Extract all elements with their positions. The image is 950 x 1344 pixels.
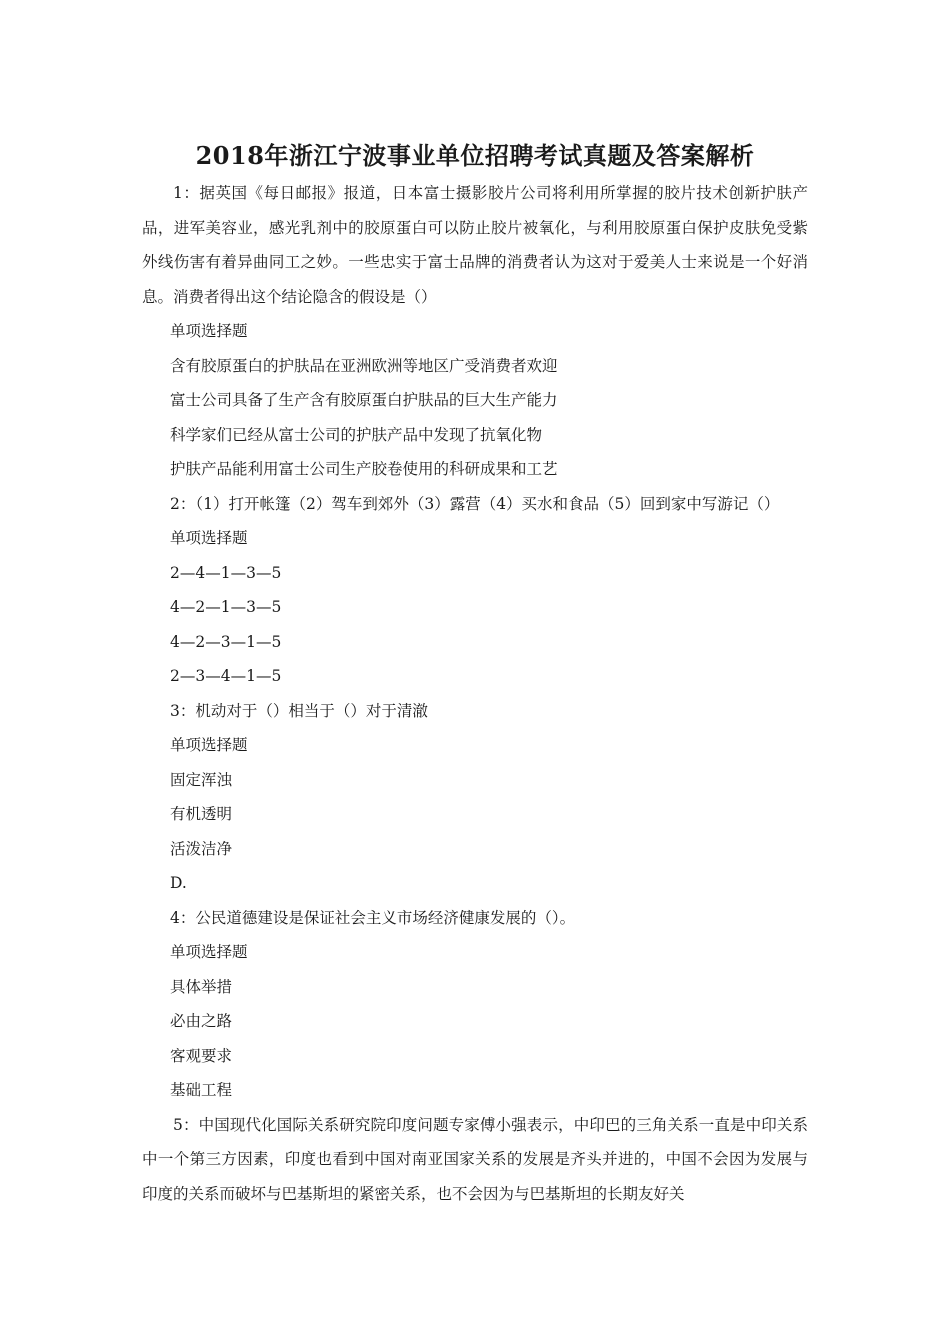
question-4-stem: 4：公民道德建设是保证社会主义市场经济健康发展的（）。 — [170, 908, 576, 927]
document-body — [142, 176, 808, 1211]
question-2-option-a: 2—4—1—3—5 — [170, 563, 282, 582]
question-2-option-d: 2—3—4—1—5 — [170, 667, 282, 685]
question-2-stem: 2：（1）打开帐篷（2）驾车到郊外（3）露营（4）买水和食品（5）回到家中写游记（） — [170, 494, 780, 513]
question-1-option-b: 富士公司具备了生产含有胶原蛋白护肤品的巨大生产能力 — [170, 391, 558, 409]
question-3-option-c: 活泼洁净 — [170, 839, 233, 858]
question-3-option-b: 有机透明 — [170, 805, 233, 823]
question-1-option-a: 含有胶原蛋白的护肤品在亚洲欧洲等地区广受消费者欢迎 — [170, 356, 558, 375]
question-3-type: 单项选择题 — [170, 736, 248, 754]
question-2-option-c: 4—2—3—1—5 — [170, 632, 282, 651]
question-1-type: 单项选择题 — [170, 322, 248, 340]
question-3-stem: 3：机动对于（）相当于（）对于清澈 — [170, 701, 428, 720]
question-1-option-c: 科学家们已经从富士公司的护肤产品中发现了抗氧化物 — [170, 425, 543, 444]
question-4-type: 单项选择题 — [170, 943, 248, 961]
question-3-option-d: D. — [170, 874, 187, 892]
question-1-option-d: 护肤产品能利用富士公司生产胶卷使用的科研成果和工艺 — [170, 460, 558, 478]
question-3-option-a: 固定浑浊 — [170, 770, 233, 789]
question-4-option-d: 基础工程 — [170, 1081, 233, 1099]
question-2-type: 单项选择题 — [170, 529, 248, 547]
question-5-stem: 5：中国现代化国际关系研究院印度问题专家傅小强表示，中印巴的三角关系一直是中印关系中一个第三方因素，印度也看到中国对南亚国家关系的发展是齐头并进的，中国不会因为发展与印度的关系而破坏与巴基斯坦的紧密关系，也不会因为与巴基斯坦的长期友好关 — [142, 1115, 808, 1203]
question-4-option-b: 必由之路 — [170, 1012, 233, 1030]
question-2-option-b: 4—2—1—3—5 — [170, 598, 282, 616]
question-4-option-a: 具体举措 — [170, 977, 233, 996]
question-4-option-c: 客观要求 — [170, 1046, 233, 1065]
question-1-stem: 1：据英国《每日邮报》报道，日本富士摄影胶片公司将利用所掌握的胶片技术创新护肤产品，进军美容业，感光乳剂中的胶原蛋白可以防止胶片被氧化，与利用胶原蛋白保护皮肤免受紫外线伤害有着异曲同工之妙。一些忠实于富士品牌的消费者认为这对于爱美人士来说是一个好消息。消费者得出这个结论隐含的假设是（） — [142, 184, 808, 306]
document-title: 2018年浙江宁波事业单位招聘考试真题及答案解析 — [195, 141, 755, 171]
